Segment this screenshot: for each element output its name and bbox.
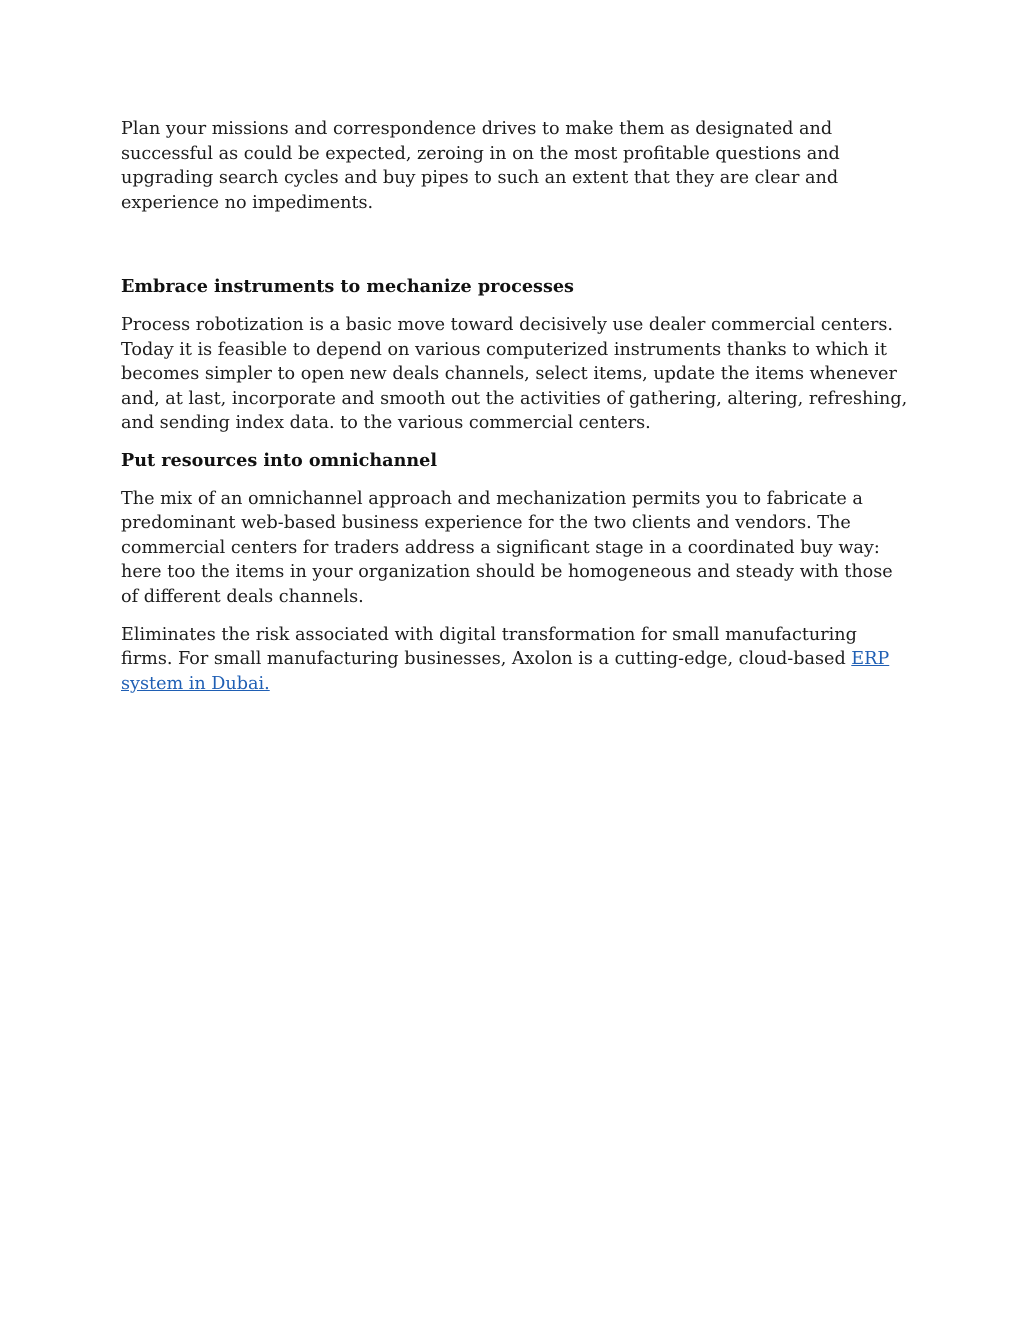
document-page (121, 117, 911, 696)
section-heading-omnichannel: Put resources into omnichannel (121, 449, 438, 471)
section-paragraph-automation: Process robotization is a basic move toward decisively use dealer commercial centers. Today it is feasible to depend on various computerized instruments thanks to which it becomes simpler to open new deals channels, select items, update the items whenever and, at last, incorporate and smooth out the activities of gathering, altering, refreshing, and sending index data. to the various commercial centers. (121, 314, 908, 434)
intro-paragraph: Plan your missions and correspondence drives to make them as designated and successful as could be expected, zeroing in on the most profitable questions and upgrading search cycles and buy pipes to such an extent that they are clear and experience no impediments. (121, 119, 840, 213)
section-paragraph-omnichannel: The mix of an omnichannel approach and mechanization permits you to fabricate a predominant web-based business experience for the two clients and vendors. The commercial centers for traders address a significant stage in a coordinated buy way: here too the items in your organization should be homogeneous and steady with those of different deals channels. (121, 488, 893, 607)
closing-paragraph (121, 623, 911, 697)
erp-system-link[interactable]: ERP system in Dubai. (121, 649, 890, 694)
closing-paragraph-text: Eliminates the risk associated with digital transformation for small manufacturing firms. For small manufacturing businesses, Axolon is a cutting-edge, cloud-based (121, 624, 857, 670)
section-heading-automation: Embrace instruments to mechanize processes (121, 276, 574, 298)
